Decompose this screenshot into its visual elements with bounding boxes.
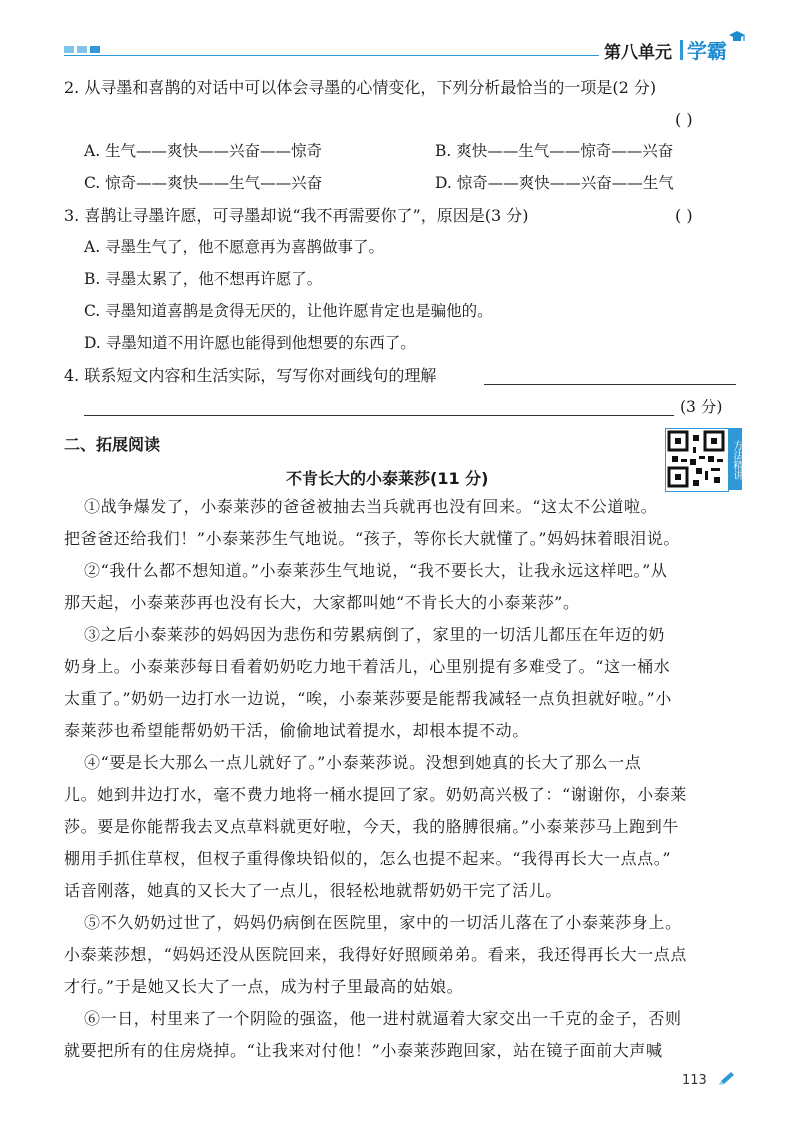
passage-line: 泰莱莎也希望能帮奶奶干活，偷偷地试着提水，却根本提不动。 <box>64 721 529 740</box>
question-3-option-c[interactable]: C. 寻墨知道喜鹊是贪得无厌的，让他许愿肯定也是骗他的。 <box>84 302 493 320</box>
passage-line: 就要把所有的住房烧掉。“让我来对付他！”小泰莱莎跑回家，站在镜子面前大声喊 <box>64 1041 663 1060</box>
question-3-option-b[interactable]: B. 寻墨太累了，他不想再许愿了。 <box>84 270 323 288</box>
section-heading: 二、拓展阅读 <box>64 435 161 454</box>
graduation-cap-icon <box>728 30 746 44</box>
header-divider <box>680 40 683 60</box>
unit-label: 第八单元 <box>604 43 672 63</box>
passage-line: ③之后小泰莱莎的妈妈因为悲伤和劳累病倒了，家里的一切活儿都压在年迈的奶 <box>84 625 666 644</box>
passage-line: ①战争爆发了，小泰莱莎的爸爸被抽去当兵就再也没有回来。“这太不公道啦。 <box>84 497 658 516</box>
passage-line: ⑥一日，村里来了一个阴险的强盗，他一进村就逼着大家交出一千克的金子，否则 <box>84 1009 682 1028</box>
header-decor-squares <box>64 46 100 53</box>
passage-line: 把爸爸还给我们！”小泰莱莎生气地说。“孩子，等你长大就懂了。”妈妈抹着眼泪说。 <box>64 529 680 548</box>
question-2-stem: 2. 从寻墨和喜鹊的对话中可以体会寻墨的心情变化，下列分析最恰当的一项是(2 分) <box>64 78 657 97</box>
question-2-option-d[interactable]: D. 惊奇——爽快——兴奋——生气 <box>435 174 674 192</box>
header-rule <box>64 55 599 56</box>
passage-line: ④“要是长大那么一点儿就好了。”小泰莱莎说。没想到她真的长大了那么一点 <box>84 753 642 772</box>
passage-line: 棚用手抓住草杈，但杈子重得像块铅似的，怎么也提不起来。“我得再长大一点点。” <box>64 849 672 868</box>
passage-line: ②“我什么都不想知道。”小泰莱莎生气地说，“我不要长大，让我永远这样吧。”从 <box>84 561 668 580</box>
passage-line: 奶身上。小泰莱莎每日看着奶奶吃力地干着活儿，心里别提有多难受了。“这一桶水 <box>64 657 671 676</box>
question-3-option-a[interactable]: A. 寻墨生气了，他不愿意再为喜鹊做事了。 <box>84 238 385 256</box>
pencil-icon <box>716 1070 736 1088</box>
question-2-option-a[interactable]: A. 生气——爽快——兴奋——惊奇 <box>84 142 323 160</box>
passage-line: 话音刚落，她真的又长大了一点儿，很轻松地就帮奶奶干完了活儿。 <box>64 881 563 900</box>
qr-caption: 方法精讲 <box>728 428 742 490</box>
brand-logo: 学霸 <box>687 39 727 63</box>
question-2-option-c[interactable]: C. 惊奇——爽快——生气——兴奋 <box>84 174 323 192</box>
question-4-stem: 4. 联系短文内容和生活实际，写写你对画线句的理解 <box>64 366 437 385</box>
passage-title: 不肯长大的小泰莱莎(11 分) <box>286 469 489 488</box>
passage-line: 儿。她到井边打水，毫不费力地将一桶水提回了家。奶奶高兴极了：“谢谢你，小泰莱 <box>64 785 687 804</box>
passage-line: ⑤不久奶奶过世了，妈妈仍病倒在医院里，家中的一切活儿落在了小泰莱莎身上。 <box>84 913 682 932</box>
passage-line: 才行。”于是她又长大了一点，成为村子里最高的姑娘。 <box>64 977 464 996</box>
question-3-answer-blank[interactable]: ( ) <box>675 206 693 225</box>
page-number: 113 <box>682 1073 707 1088</box>
passage-line: 小泰莱莎想，“妈妈还没从医院回来，我得好好照顾弟弟。看来，我还得再长大一点点 <box>64 945 687 964</box>
qr-code[interactable] <box>665 428 729 492</box>
question-2-option-b[interactable]: B. 爽快——生气——惊奇——兴奋 <box>435 142 674 160</box>
question-3-stem: 3. 喜鹊让寻墨许愿，可寻墨却说“我不再需要你了”，原因是(3 分) <box>64 206 529 225</box>
passage-line: 太重了。”奶奶一边打水一边说，“唉，小泰莱莎要是能帮我减轻一点负担就好啦。”小 <box>64 689 672 708</box>
passage-line: 莎。要是你能帮我去叉点草料就更好啦，今天，我的胳膊很痛。”小泰莱莎马上跑到牛 <box>64 817 679 836</box>
question-4-score: (3 分) <box>680 398 723 416</box>
passage-line: 那天起，小泰莱莎再也没有长大，大家都叫她“不肯长大的小泰莱莎”。 <box>64 593 580 612</box>
question-2-answer-blank[interactable]: ( ) <box>675 110 693 129</box>
answer-line-2[interactable] <box>84 415 674 416</box>
answer-line-1[interactable] <box>484 384 736 385</box>
question-3-option-d[interactable]: D. 寻墨知道不用许愿也能得到他想要的东西了。 <box>84 334 416 352</box>
